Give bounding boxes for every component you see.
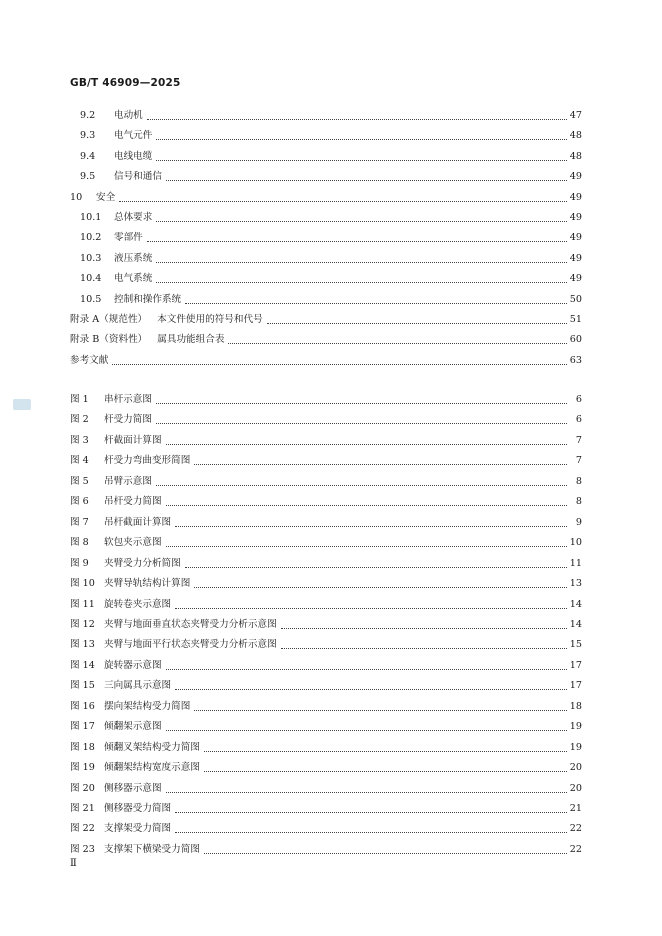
toc-entry[interactable] <box>70 577 582 591</box>
entry-page-number: 22 <box>569 823 582 835</box>
entry-number: 附录 B（资料性） <box>70 334 148 346</box>
dot-leader <box>156 282 566 283</box>
entry-title: 夹臂与地面平行状态夹臂受力分析示意图 <box>104 639 277 651</box>
entry-title: 电气元件 <box>114 130 153 142</box>
toc-entry[interactable] <box>70 536 582 550</box>
entry-title: 旋转器示意图 <box>104 659 162 671</box>
toc-entry[interactable] <box>70 679 582 693</box>
dot-leader <box>175 608 567 609</box>
toc-entry[interactable] <box>80 252 582 266</box>
entry-title: 侧移器示意图 <box>104 782 162 794</box>
dot-leader <box>147 241 567 242</box>
entry-number: 9.3 <box>80 130 96 142</box>
entry-title: 参考文献 <box>70 354 109 366</box>
dot-leader <box>156 221 566 222</box>
dot-leader <box>166 505 567 506</box>
entry-page-number: 8 <box>575 475 582 487</box>
dot-leader <box>175 832 567 833</box>
entry-number: 图 21 <box>70 803 95 814</box>
dot-leader <box>204 751 567 752</box>
dot-leader <box>166 180 567 181</box>
toc-entry[interactable] <box>70 354 582 368</box>
standard-number-header: GB/T 46909—2025 <box>70 77 181 89</box>
entry-number: 图 17 <box>70 721 95 733</box>
toc-entry[interactable] <box>70 191 582 205</box>
entry-page-number: 18 <box>569 700 582 712</box>
entry-page-number: 11 <box>569 557 582 569</box>
entry-number: 10.3 <box>80 252 102 264</box>
entry-page-number: 49 <box>569 273 582 285</box>
toc-entry[interactable] <box>70 393 582 407</box>
toc-entry[interactable] <box>70 413 582 427</box>
entry-title: 杆截面计算图 <box>104 434 162 446</box>
entry-title: 杆受力弯曲变形简图 <box>104 455 191 467</box>
entry-title: 零部件 <box>114 232 143 244</box>
entry-title: 倾翻叉架结构受力简图 <box>104 741 200 753</box>
entry-number: 10.2 <box>80 232 102 244</box>
dot-leader <box>156 262 566 263</box>
dot-leader <box>175 812 567 813</box>
entry-page-number: 49 <box>569 252 582 264</box>
toc-entry[interactable] <box>70 313 582 327</box>
dot-leader <box>281 628 567 629</box>
entry-page-number: 7 <box>575 455 582 467</box>
entry-page-number: 20 <box>569 762 582 774</box>
entry-title: 旋转卷夹示意图 <box>104 598 172 610</box>
entry-title: 杆受力简图 <box>104 414 152 426</box>
dot-leader <box>185 303 567 304</box>
toc-entry[interactable] <box>70 557 582 571</box>
entry-page-number: 22 <box>569 843 582 855</box>
entry-page-number: 49 <box>569 232 582 244</box>
entry-page-number: 17 <box>569 680 582 692</box>
entry-number: 图 9 <box>70 557 89 569</box>
entry-number: 图 2 <box>70 414 89 426</box>
toc-entry[interactable] <box>70 782 582 796</box>
entry-page-number: 19 <box>569 741 582 753</box>
toc-entry[interactable] <box>70 802 582 816</box>
entry-number: 附录 A（规范性） <box>70 314 148 325</box>
toc-entry[interactable] <box>70 618 582 632</box>
entry-title: 夹臂受力分析简图 <box>104 557 181 569</box>
toc-entry[interactable] <box>80 129 582 143</box>
dot-leader <box>166 669 567 670</box>
dot-leader <box>175 526 567 527</box>
entry-number: 图 20 <box>70 782 95 794</box>
entry-page-number: 9 <box>575 516 582 528</box>
dot-leader <box>194 710 566 711</box>
entry-number: 图 5 <box>70 475 89 487</box>
entry-page-number: 21 <box>569 803 582 814</box>
entry-page-number: 10 <box>569 537 582 549</box>
entry-title: 串杆示意图 <box>104 394 152 405</box>
toc-entry[interactable] <box>80 272 582 286</box>
toc-entry[interactable] <box>70 516 582 530</box>
dot-leader <box>175 689 567 690</box>
toc-entry[interactable] <box>80 170 582 184</box>
toc-entry[interactable] <box>80 150 582 164</box>
side-marker <box>13 399 31 410</box>
entry-title: 摆向架结构受力简图 <box>104 700 191 712</box>
toc-entry[interactable] <box>70 761 582 775</box>
entry-page-number: 49 <box>569 171 582 183</box>
entry-page-number: 60 <box>569 334 582 346</box>
entry-title: 本文件使用的符号和代号 <box>157 314 263 325</box>
entry-number: 图 23 <box>70 843 95 855</box>
toc-entry[interactable] <box>80 211 582 225</box>
entry-title: 属具功能组合表 <box>157 334 225 346</box>
entry-number: 图 8 <box>70 537 89 549</box>
entry-number: 图 4 <box>70 455 89 467</box>
toc-entry[interactable] <box>70 475 582 489</box>
dot-leader <box>156 160 566 161</box>
entry-page-number: 19 <box>569 721 582 733</box>
entry-number: 10.5 <box>80 293 102 305</box>
dot-leader <box>147 119 567 120</box>
dot-leader <box>166 444 567 445</box>
entry-number: 图 16 <box>70 700 95 712</box>
entry-title: 倾翻架结构宽度示意图 <box>104 762 200 774</box>
entry-page-number: 6 <box>575 394 582 405</box>
entry-number: 图 19 <box>70 762 95 774</box>
dot-leader <box>281 648 567 649</box>
entry-page-number: 50 <box>569 293 582 305</box>
entry-title: 电动机 <box>114 110 143 121</box>
entry-page-number: 49 <box>569 212 582 223</box>
entry-number: 9.4 <box>80 150 96 162</box>
entry-page-number: 15 <box>569 639 582 651</box>
entry-number: 10.4 <box>80 273 102 285</box>
entry-title: 吊杆截面计算图 <box>104 516 172 528</box>
entry-page-number: 17 <box>569 659 582 671</box>
toc-entry[interactable] <box>70 598 582 612</box>
entry-title: 倾翻架示意图 <box>104 721 162 733</box>
entry-title: 总体要求 <box>114 212 153 223</box>
entry-page-number: 49 <box>569 191 582 203</box>
entry-number: 图 15 <box>70 680 95 692</box>
entry-number: 图 3 <box>70 434 89 446</box>
dot-leader <box>194 587 566 588</box>
entry-page-number: 51 <box>569 314 582 325</box>
entry-number: 图 11 <box>70 598 95 610</box>
entry-title: 信号和通信 <box>114 171 162 183</box>
entry-number: 图 12 <box>70 618 95 630</box>
entry-title: 电线电缆 <box>114 150 153 162</box>
entry-title: 夹臂导轨结构计算图 <box>104 578 191 590</box>
toc-entry[interactable] <box>70 741 582 755</box>
entry-title: 支撑架下横梁受力简图 <box>104 843 200 855</box>
entry-page-number: 63 <box>569 354 582 366</box>
entry-number: 10.1 <box>80 212 102 223</box>
entry-title: 夹臂与地面垂直状态夹臂受力分析示意图 <box>104 618 277 630</box>
dot-leader <box>156 485 567 486</box>
toc-entry[interactable] <box>70 659 582 673</box>
entry-title: 三向属具示意图 <box>104 680 172 692</box>
entry-page-number: 14 <box>569 598 582 610</box>
dot-leader <box>194 464 567 465</box>
dot-leader <box>156 423 567 424</box>
entry-page-number: 20 <box>569 782 582 794</box>
entry-number: 9.2 <box>80 110 96 121</box>
toc-entry[interactable] <box>80 109 582 123</box>
toc-entry[interactable] <box>70 333 582 347</box>
toc-entry[interactable] <box>70 720 582 734</box>
entry-title: 支撑架受力简图 <box>104 823 172 835</box>
entry-page-number: 8 <box>575 496 582 508</box>
entry-title: 液压系统 <box>114 252 153 264</box>
entry-title: 软包夹示意图 <box>104 537 162 549</box>
toc-entry[interactable] <box>70 434 582 448</box>
dot-leader <box>166 730 567 731</box>
dot-leader <box>185 567 567 568</box>
entry-page-number: 48 <box>569 130 582 142</box>
entry-title: 吊杆受力简图 <box>104 496 162 508</box>
toc-entry[interactable] <box>70 454 582 468</box>
dot-leader <box>112 364 566 365</box>
toc-entry[interactable] <box>80 231 582 245</box>
dot-leader <box>166 546 567 547</box>
entry-number: 9.5 <box>80 171 96 183</box>
page-number-footer: Ⅱ <box>70 858 77 869</box>
dot-leader <box>204 771 567 772</box>
entry-number: 图 6 <box>70 496 89 508</box>
entry-page-number: 6 <box>575 414 582 426</box>
toc-entry[interactable] <box>70 700 582 714</box>
entry-page-number: 14 <box>569 618 582 630</box>
entry-title: 电气系统 <box>114 273 153 285</box>
entry-number: 图 1 <box>70 394 89 405</box>
toc-entry[interactable] <box>70 843 582 857</box>
entry-number: 图 10 <box>70 578 95 590</box>
toc-entry[interactable] <box>70 495 582 509</box>
toc-entry[interactable] <box>80 293 582 307</box>
dot-leader <box>204 853 567 854</box>
toc-entry[interactable] <box>70 822 582 836</box>
entry-title: 侧移器受力简图 <box>104 803 172 814</box>
entry-page-number: 48 <box>569 150 582 162</box>
entry-page-number: 13 <box>569 578 582 590</box>
entry-number: 图 22 <box>70 823 95 835</box>
entry-number: 图 7 <box>70 516 89 528</box>
entry-page-number: 7 <box>575 434 582 446</box>
dot-leader <box>119 201 567 202</box>
entry-title: 安全 <box>96 191 116 203</box>
dot-leader <box>166 792 567 793</box>
entry-number: 图 14 <box>70 659 95 671</box>
entry-page-number: 47 <box>569 110 582 121</box>
dot-leader <box>156 139 566 140</box>
toc-entry[interactable] <box>70 638 582 652</box>
entry-number: 图 13 <box>70 639 95 651</box>
dot-leader <box>267 323 567 324</box>
entry-number: 图 18 <box>70 741 95 753</box>
entry-title: 吊臂示意图 <box>104 475 152 487</box>
dot-leader <box>156 403 567 404</box>
entry-title: 控制和操作系统 <box>114 293 182 305</box>
entry-number: 10 <box>70 191 83 203</box>
dot-leader <box>228 343 566 344</box>
